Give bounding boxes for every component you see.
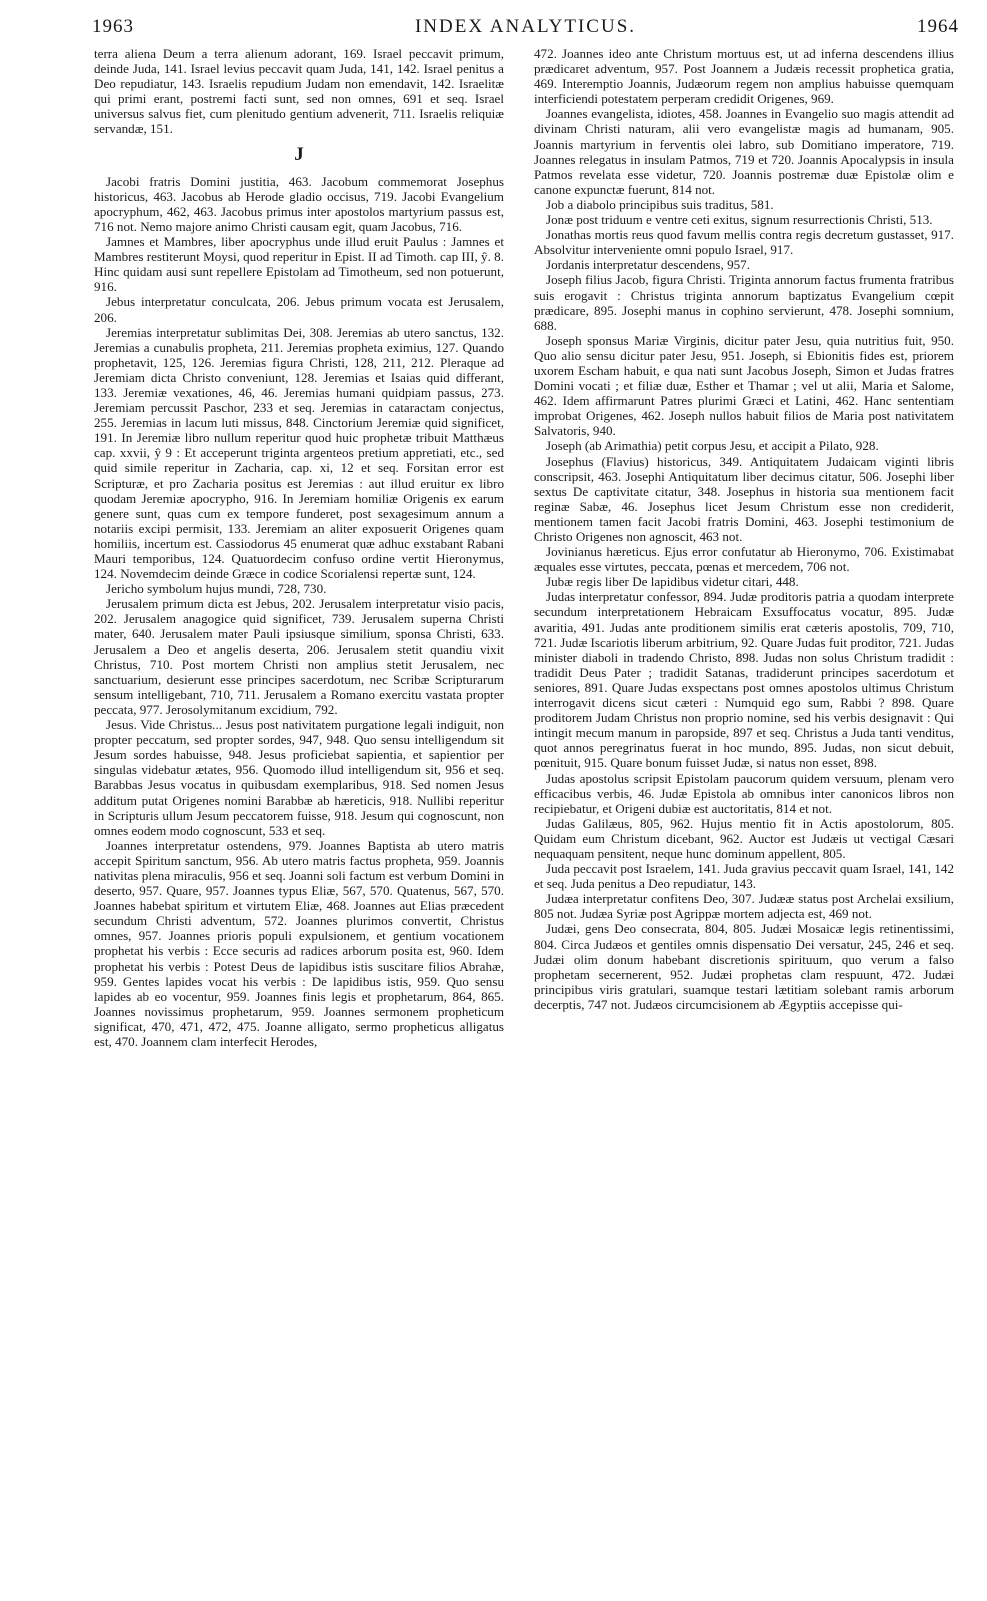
index-entry: Judæa interpretatur confitens Deo, 307. Judææ status post Archelai exsilium, 805 not. Judæa Syriæ post Agrippæ mortem adjecta est, 469 not. (534, 891, 954, 922)
index-entry: Judas interpretatur confessor, 894. Judæ proditoris patria a quodam interprete secundum interpretationem Hebraicam Exsuffocatus vocatur, 895. Judæ avaritia, 491. Judas ante proditionem similis erat cæteris apostolis, 709, 710, 721. Judæ Iscariotis liberum arbitrium, 92. Quare Judas fuit proditor, 721. Judas minister diaboli in tradendo Christo, 898. Judas non solus Christum tradidit : tradidit Deus Pater ; tradidit Satanas, tradiderunt principes sacerdotum et seniores, 891. Quare Judas exspectans post omnes apostolos ultimus Christum interrogavit dicens sicut cæteri : Numquid ego sum, Rabbi ? 898. Quare proditorem Judam Christus non proprio nomine, sed his verbis designavit : Qui intingit mecum manum in paropside, 897 et seq. Christus a Juda tanti venditus, quot annos peregrinatus fuerat in hoc mundo, 895. Judas, non sicut debuit, pœnituit, 915. Quare bonum fuisset Judæ, si natus non esset, 898. (534, 589, 954, 771)
index-entry: Judæi, gens Deo consecrata, 804, 805. Judæi Mosaicæ legis retinentissimi, 804. Circa Judæos et gentiles omnis dispensatio Dei versatur, 245, 246 et seq. Judæi olim donum habebant discretionis spirituum, quo verum a falso prophetam secernerent, 952. Judæi prophetas clam respuunt, 472. Judæi principibus viris gratulari, suamque testari lætitiam solebant ramis arborum decerptis, 747 not. Judæos circumcisionem ab Ægyptiis accepisse qui- (534, 921, 954, 1012)
index-entry: Jordanis interpretatur descendens, 957. (546, 257, 750, 273)
index-entry: Jacobi fratris Domini justitia, 463. Jacobum commemorat Josephus historicus, 463. Jacobus ab Herode gladio occisus, 719. Jacobi Evangelium apocryphum, 462, 463. Jacobus primus inter apostolos martyrium passus est, 716 not. Nemo majore animo Christi causam egit, quam Jacobus, 716. (94, 173, 504, 234)
page-header (92, 14, 959, 44)
index-entry: Joseph filius Jacob, figura Christi. Triginta annorum factus frumenta fratribus suis erogavit : Christus triginta annorum baptizatus Evangelium cœpit prædicare, 895. Josephi manus in cophino servierunt, 478. Josephi somnium, 688. (534, 272, 954, 333)
page-number-left: 1963 (92, 16, 134, 37)
index-entry: Jonæ post triduum e ventre ceti exitus, signum resurrectionis Christi, 513. (546, 212, 933, 228)
left-column (94, 46, 504, 1049)
index-entry: Job a diabolo principibus suis traditus, 581. (546, 196, 774, 212)
index-entry: Joseph (ab Arimathia) petit corpus Jesu, et accipit a Pilato, 928. (546, 438, 879, 454)
index-entry: Juda peccavit post Israelem, 141. Juda gravius peccavit quam Israel, 141, 142 et seq. Juda penitus a Deo repudiatur, 143. (534, 861, 954, 892)
index-entry: 472. Joannes ideo ante Christum mortuus est, ut ad inferna descendens illius prædicaret adventum, 957. Post Joannem a Judæis recessit prophetica gratia, 469. Interemptio Joannis, Judæorum regem non amplius habuisse quemquam interficiendi potestatem perperam credidit Origenes, 969. (534, 46, 954, 107)
index-entry: Judas apostolus scripsit Epistolam paucorum quidem versuum, plenam vero efficacibus verbis, 46. Judæ Epistola ab omnibus inter canonicos libros non recipiebatur, et Origeni dubiæ est auctoritatis, 814 et not. (534, 770, 954, 816)
index-entry: terra aliena Deum a terra alienum adorant, 169. Israel peccavit primum, deinde Juda, 141. Israel levius peccavit quam Juda, 141, 142. Israel penitus a Deo repudiatur, 143. Israelis repudium Judam non emendavit, 142. Israelitæ qui primi erant, postremi facti sunt, sed non omnes, 691 et seq. Israel universus salvus fiet, cum plenitudo gentium advenerit, 711. Israelis reliquiæ servandæ, 151. (94, 46, 504, 137)
index-entry: Jubæ regis liber De lapidibus videtur citari, 448. (546, 574, 799, 590)
index-entry: Joseph sponsus Mariæ Virginis, dicitur pater Jesu, quia nutritius fuit, 950. Quo alio sensu dicitur pater Jesu, 951. Joseph, si Ebionitis fides est, priorem uxorem Escham habuit, e qua nati sunt Jacobus Joseph, Simon et Judas fratres Domini vocati ; et filiæ duæ, Esther et Thamar ; vel ut alii, Maria et Salome, 462. Idem affirmarunt Patres plurimi Græci et Latini, 462. Hanc sententiam improbat Origenes, 462. Joseph nullos habuit filios de Maria post nativitatem Salvatoris, 940. (534, 332, 954, 439)
index-entry: Joannes evangelista, idiotes, 458. Joannes in Evangelio suo magis attendit ad divinam Christi naturam, alii vero evangelistæ magis ad humanam, 905. Joannis martyrium in ferventis olei labro, sub Domitiano imperatore, 719. Joannes relegatus in insulam Patmos, 719 et 720. Joannis Apocalypsis in insula Patmos revelata esse videtur, 720. Joannis postremæ duæ Epistolæ olim e canone expunctæ fuerunt, 814 not. (534, 106, 954, 197)
page-number-right: 1964 (917, 16, 959, 37)
index-entry: Jonathas mortis reus quod favum mellis contra regis decretum gustasset, 917. Absolvitur interveniente omni populo Israel, 917. (534, 227, 954, 258)
index-entry: Joannes interpretatur ostendens, 979. Joannes Baptista ab utero matris accepit Spiritum sanctum, 956. Ab utero matris factus propheta, 959. Joannis nativitas plena miraculis, 956 et seq. Joanni soli factum est verbum Domini in deserto, 957. Quare, 957. Joannes typus Eliæ, 567, 570. Quatenus, 567, 570. Joannes habebat spiritum et virtutem Eliæ, 468. Joannes aut Elias præcedent secundum Christi adventum, 572. Joannes plurimos convertit, Christus omnes, 957. Joannes prioris populi expulsionem, et gentium vocationem prophetat his verbis : Ecce securis ad radices arborum posita est, 960. Idem prophetat his verbis : Potest Deus de lapidibus istis suscitare filios Abrahæ, 959. Gentes lapides vocat his verbis : De lapidibus istis, 959. Quo sensu lapides ab eo vocentur, 959. Joannes finis legis et prophetarum, 864, 865. Joannes novissimus prophetarum, 959. Joannes sermonem propheticum significat, 470, 471, 472, 475. Joanne alligato, sermo propheticus alligatus est, 470. Joannem clam interfecit Herodes, (94, 837, 504, 1049)
section-letter: J (294, 143, 304, 165)
index-entry: Jebus interpretatur conculcata, 206. Jebus primum vocata est Jerusalem, 206. (94, 294, 504, 325)
index-entry: Jamnes et Mambres, liber apocryphus unde illud eruit Paulus : Jamnes et Mambres restiterunt Moysi, quod reperitur in Epist. II ad Timoth. cap III, ŷ. 8. Hinc quidam ausi sunt repellere Epistolam ad Timotheum, sed non potuerunt, 916. (94, 234, 504, 295)
index-entry: Judas Galilæus, 805, 962. Hujus mentio fit in Actis apostolorum, 805. Quidam eum Christum dicebant, 962. Auctor est Judæis ut vectigal Cæsari nequaquam pensitent, neque hunc dominum appellent, 805. (534, 815, 954, 861)
index-entry: Jesus. Vide Christus... Jesus post nativitatem purgatione legali indiguit, non propter peccatum, sed propter sordes, 947, 948. Quo sensu intelligendum sit Jesum sordes habuisse, 948. Jesus proficiebat sapientia, et sapientior per singulas videbatur ætates, 956. Quomodo illud intelligendum sit, 956 et seq. Barabbas Jesus vocatus in quibusdam exemplaribus, 918. Sed nomen Jesus additum putat Origenes nomini Barabbæ ab hæreticis, 918. Nullibi reperitur in Scripturis ullum Jesum peccatorem fuisse, 918. Jesum qui cognoscunt, non omnes eodem modo cognoscunt, 533 et seq. (94, 717, 504, 838)
index-entry: Jeremias interpretatur sublimitas Dei, 308. Jeremias ab utero sanctus, 132. Jeremias a cunabulis propheta, 211. Jeremias propheta eximius, 127. Quando prophetavit, 125, 126. Jeremias figura Christi, 128, 211, 212. Pleraque ad Jeremiam dicta Christo conveniunt, 128. Jeremias et Isaias quid differant, 133. Jeremiæ vexationes, 46, 46. Jeremias humani quidpiam passus, 273. Jeremiam percussit Paschor, 233 et seq. Jeremias in cataractam conjectus, 255. Jeremias in lacum luti missus, 848. Cinctorium Jeremiæ quid significet, 191. In Jeremiæ libro nullum reperitur quod huic prophetæ tribuit Matthæus cap. xxvii, ŷ 9 : Et acceperunt triginta argenteos pretium appretiati, etc., sed quid simile reperitur in Zacharia, cap. xi, 12 et seq. Forsitan error est Scripturæ, et pro Zacharia positus est Jeremias : aut illud eruitur ex libro quodam Jeremiæ apocrypho, 916. In Jeremiam homiliæ Origenis ex earum genere sunt, quas cum ex tempore funderet, post sexagesimum annum a notariis excipi permisit, 133. Jeremiam an aliter exposuerit Origenes quam homiliis, incertum est. Cassiodorus 45 enumerat quæ adhuc exstabant Rabani Mauri temporibus, 124. Quatuordecim confuso ordine vertit Hieronymus, 124. Novemdecim deinde Græce in codice Scorialensi repertæ sunt, 124. (94, 324, 504, 582)
index-entry: Josephus (Flavius) historicus, 349. Antiquitatem Judaicam viginti libris conscripsit, 463. Josephi Antiquitatum liber decimus citatur, 506. Josephi liber sextus De captivitate citatur, 348. Josephus in historia sua mentionem facit reginæ Sabæ, 46. Josephus licet Jesum Christum esse non crediderit, mentionem tamen facit Jacobi fratris Domini, 463. Josephi testimonium de Christo Origenes non agnoscit, 463 not. (534, 453, 954, 544)
index-entry: Jovinianus hæreticus. Ejus error confutatur ab Hieronymo, 706. Existimabat æquales esse virtutes, peccata, pœnas et mercedem, 706 not. (534, 544, 954, 575)
right-column (534, 46, 954, 1012)
running-title: INDEX ANALYTICUS. (414, 16, 637, 37)
index-entry: Jerusalem primum dicta est Jebus, 202. Jerusalem interpretatur visio pacis, 202. Jerusalem anagogice quid significet, 739. Jerusalem superna Christi mater, 640. Jerusalem mater Pauli ipsiusque similium, sponsa Christi, 633. Jerusalem a Deo et angelis deserta, 206. Jerusalem stetit quandiu vixit Christus, 710. Post mortem Christi non amplius stetit Jerusalem, nec sanctuarium, desierunt esse principes sacerdotum, nec Scribæ Scripturarum sensum intelligebant, 710, 711. Jerusalem a Romano exercitu vastata propter peccata, 977. Jerosolymitanum excidium, 792. (94, 596, 504, 717)
index-entry: Jericho symbolum hujus mundi, 728, 730. (106, 581, 327, 597)
